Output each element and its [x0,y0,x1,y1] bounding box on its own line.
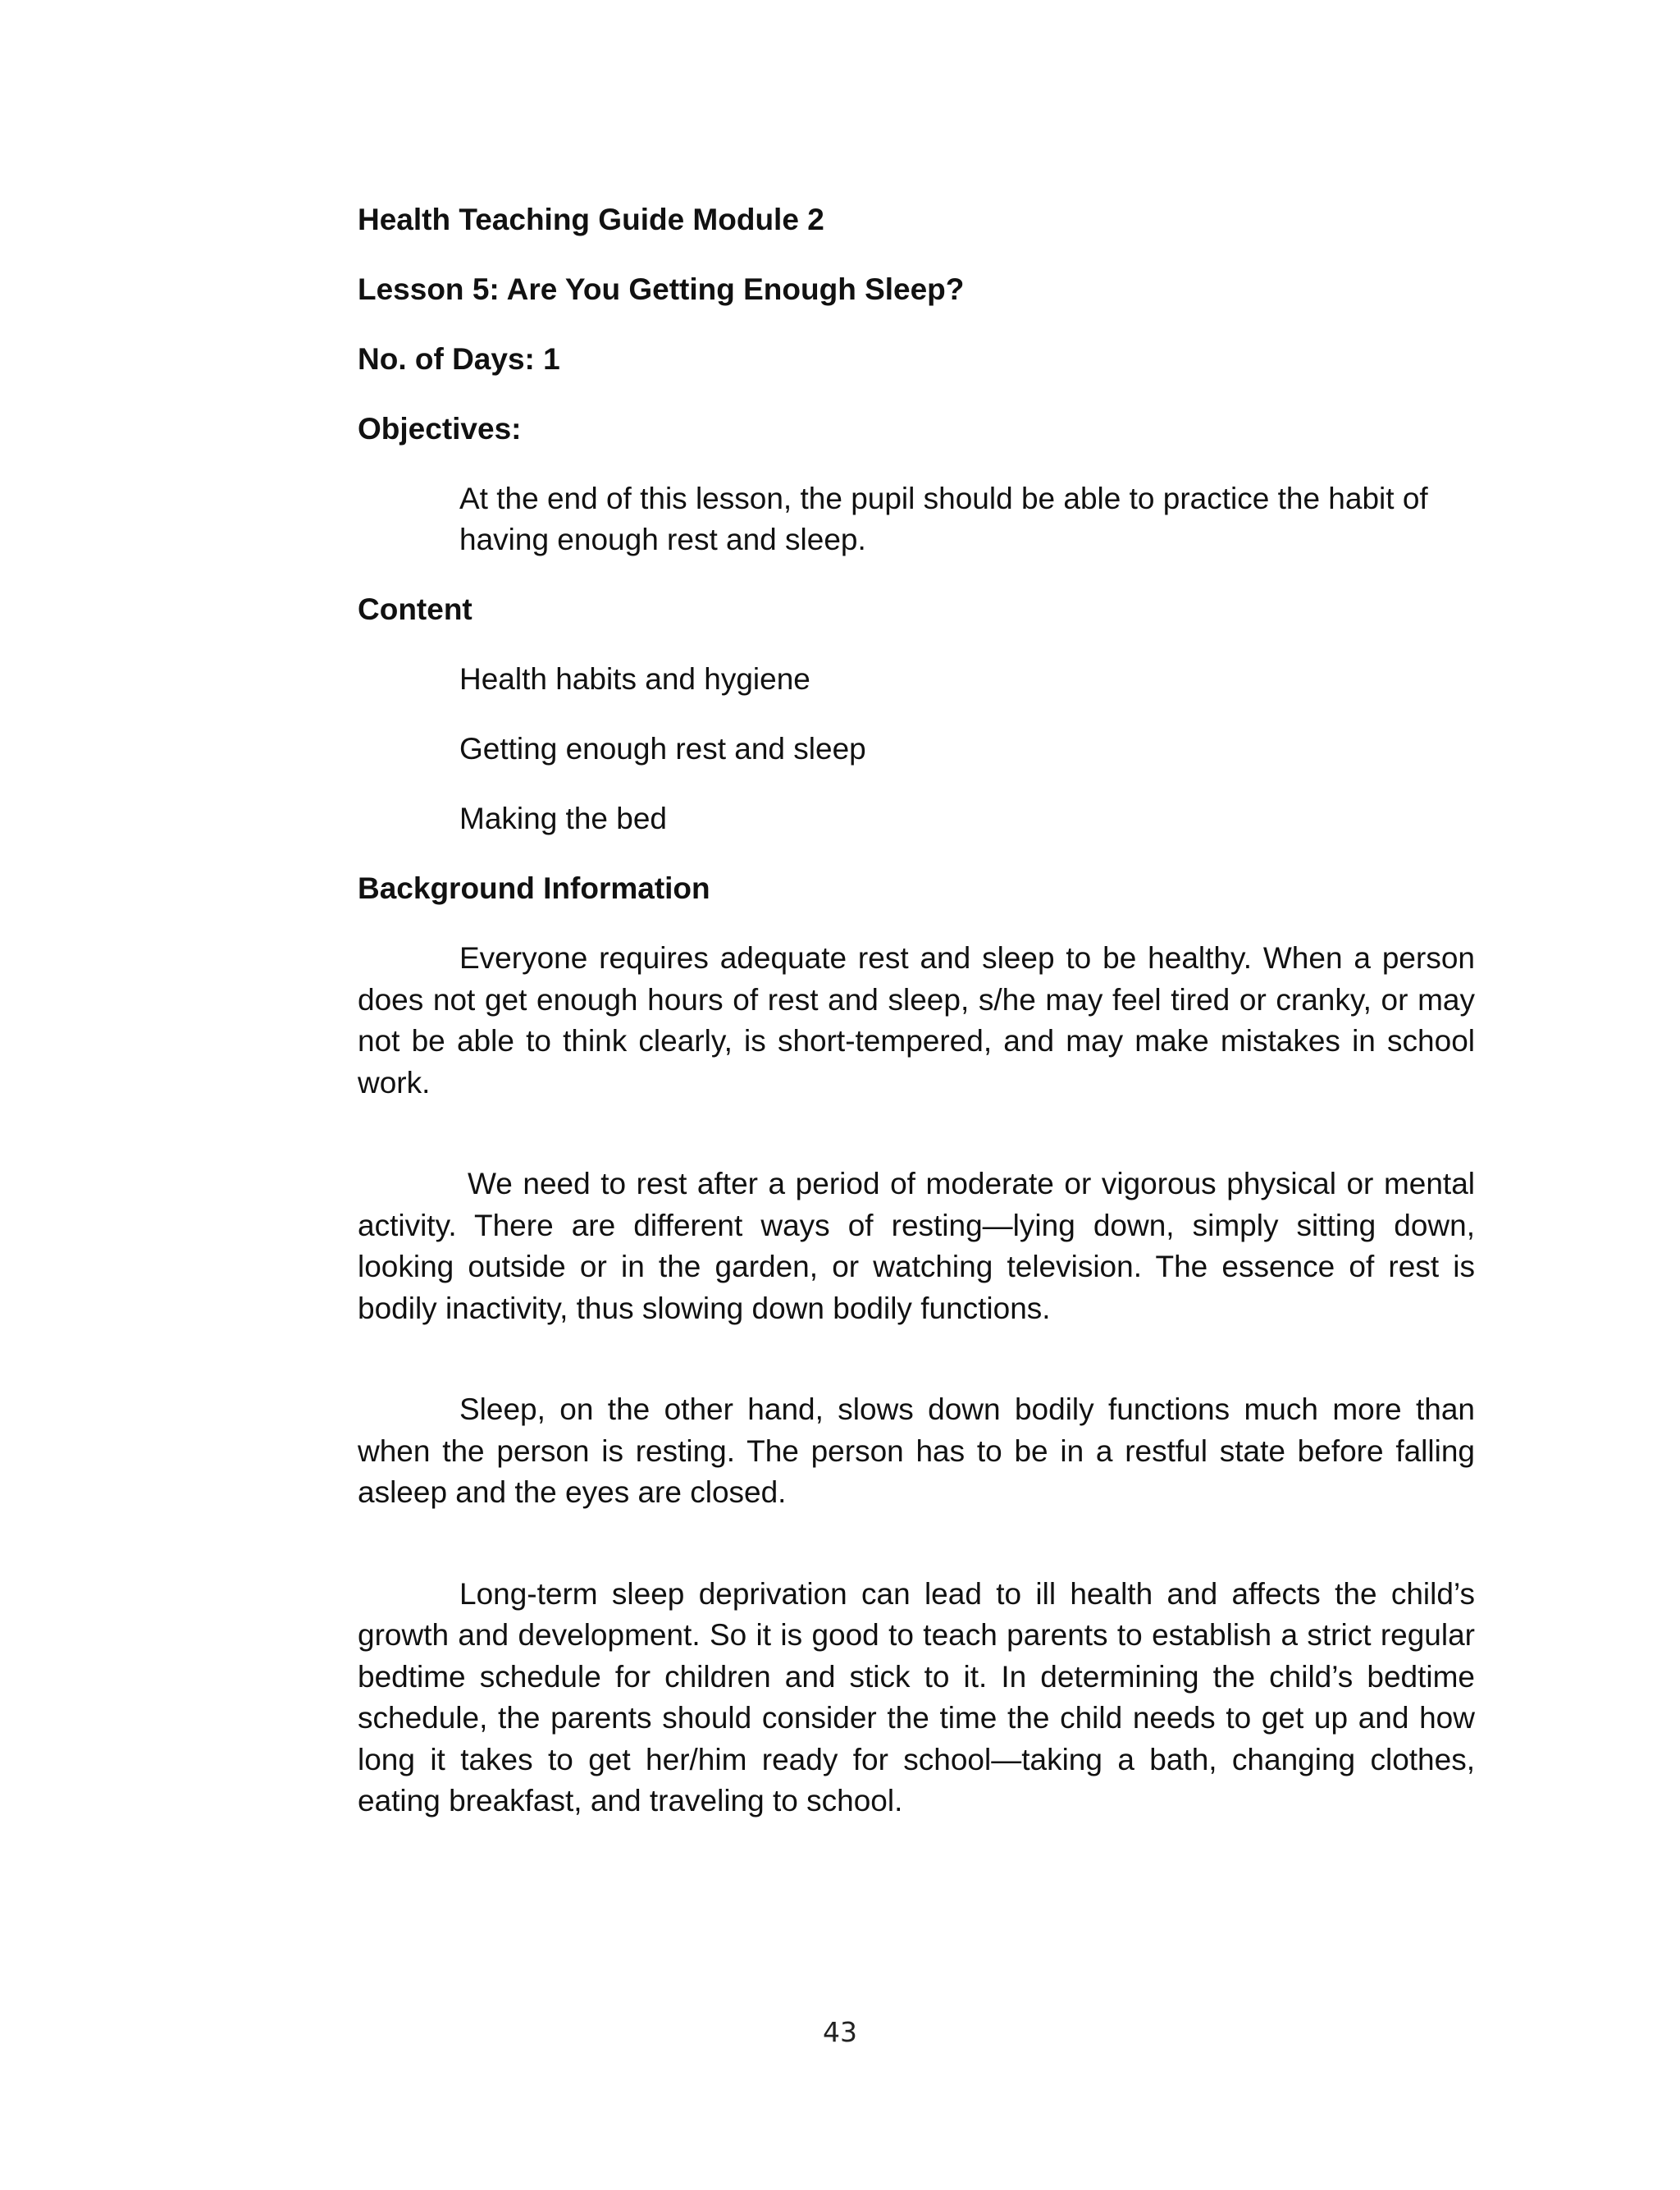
background-paragraph: We need to rest after a period of moderate or vigorous physical or mental activity. There are different ways of resting—lying down, simply sitting down, looking outside or in the garden, or watching television. The essence of rest is bodily inactivity, thus slowing down bodily functions. [358,1167,1475,1325]
background-heading: Background Information [358,871,710,905]
days-count: No. of Days: 1 [358,342,560,376]
document-body [358,199,1475,1822]
content-heading: Content [358,592,472,626]
background-paragraph: Long-term sleep deprivation can lead to ill health and affects the child’s growth and development. So it is good to teach parents to establish a strict regular bedtime schedule for children and stick to it. In determining the child’s bedtime schedule, the parents should consider the time the child needs to get up and how long it takes to get her/him ready for school—taking a bath, changing clothes, eating breakfast, and traveling to school. [358,1576,1475,1817]
background-paragraph: Everyone requires adequate rest and sleep to be healthy. When a person does not get enough hours of rest and sleep, s/he may feel tired or cranky, or may not be able to think clearly, is short-tempered, and may make mistakes in school work. [358,941,1475,1100]
page-number: 43 [823,2016,857,2048]
background-paragraph: Sleep, on the other hand, slows down bodily functions much more than when the person is resting. The person has to be in a restful state before falling asleep and the eyes are closed. [358,1392,1475,1509]
content-item: Getting enough rest and sleep [459,732,866,766]
lesson-title: Lesson 5: Are You Getting Enough Sleep? [358,272,965,306]
content-item: Making the bed [459,802,668,835]
module-title: Health Teaching Guide Module 2 [358,203,824,236]
objective-text: At the end of this lesson, the pupil should be able to practice the habit of having enough rest and sleep. [459,482,1428,556]
content-item: Health habits and hygiene [459,662,810,696]
objectives-heading: Objectives: [358,412,522,446]
